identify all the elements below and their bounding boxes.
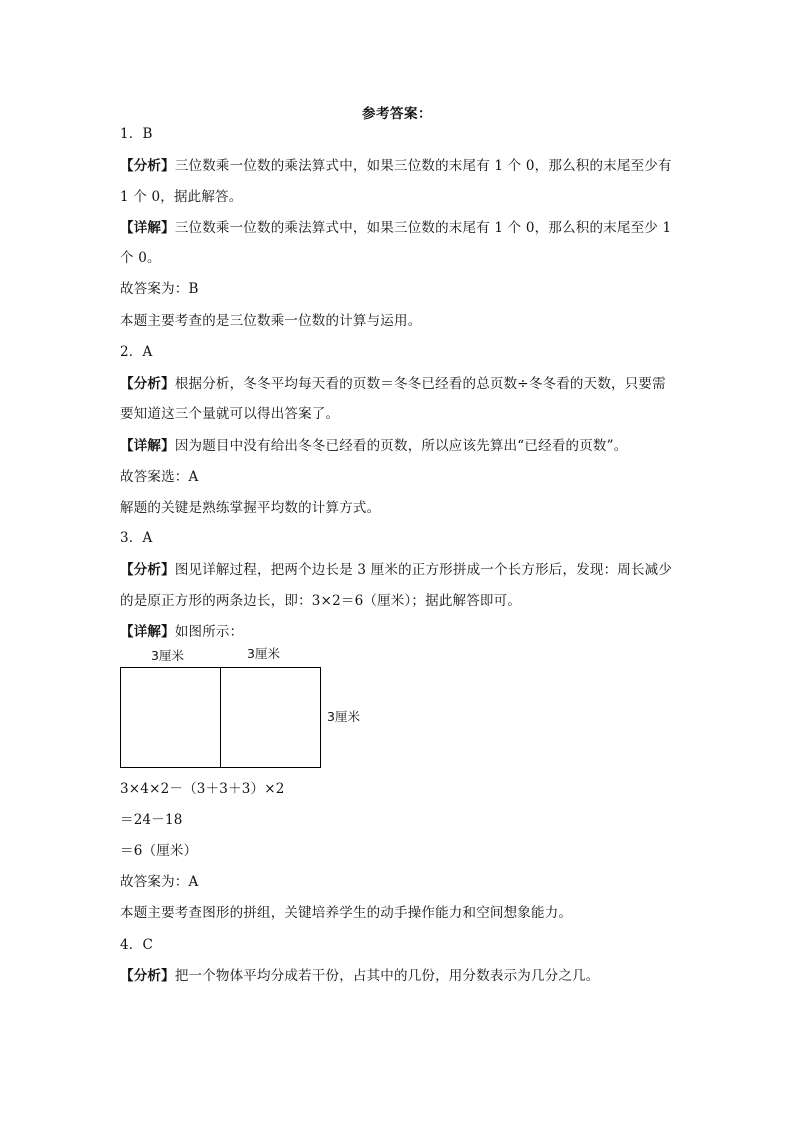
q1-analysis-line-2: 1 个 0，据此解答。 bbox=[120, 189, 243, 205]
detail-tag: 【详解】 bbox=[120, 220, 175, 236]
q1-analysis-line-1 bbox=[120, 158, 672, 174]
left-square bbox=[120, 667, 221, 768]
q2-number: 2．A bbox=[120, 344, 153, 360]
detail-text: 如图所示： bbox=[174, 624, 244, 640]
q1-summary: 本题主要考查的是三位数乘一位数的计算与运用。 bbox=[120, 313, 422, 329]
q2-answer: 故答案选：A bbox=[120, 469, 199, 485]
q3-number: 3．A bbox=[120, 530, 153, 546]
q4-analysis-line-1 bbox=[120, 968, 600, 984]
detail-text: 因为题目中没有给出冬冬已经看的页数，所以应该先算出“已经看的页数”。 bbox=[174, 438, 628, 454]
analysis-text: 根据分析，冬冬平均每天看的页数＝冬冬已经看的总页数÷冬冬看的天数，只要需 bbox=[174, 376, 666, 392]
q4-number: 4．C bbox=[120, 937, 154, 953]
q3-answer: 故答案为：A bbox=[120, 874, 199, 890]
analysis-tag: 【分析】 bbox=[120, 562, 175, 578]
q1-answer: 故答案为：B bbox=[120, 281, 199, 297]
q2-summary: 解题的关键是熟练掌握平均数的计算方式。 bbox=[120, 500, 381, 516]
q2-detail-line-1 bbox=[120, 438, 627, 454]
figure-label-left-top: 3厘米 bbox=[151, 648, 184, 663]
q1-detail-line-1 bbox=[120, 220, 671, 236]
figure-label-right-top: 3厘米 bbox=[247, 646, 280, 661]
q3-calc-line-3: ＝6（厘米） bbox=[120, 843, 198, 859]
q2-analysis-line-1 bbox=[120, 376, 666, 392]
analysis-text: 三位数乘一位数的乘法算式中，如果三位数的末尾有 1 个 0，那么积的末尾至少有 bbox=[174, 158, 672, 174]
page-title: 参考答案： bbox=[362, 106, 432, 122]
analysis-tag: 【分析】 bbox=[120, 968, 175, 984]
analysis-text: 图见详解过程，把两个边长是 3 厘米的正方形拼成一个长方形后，发现：周长减少 bbox=[174, 562, 673, 578]
q3-analysis-line-2: 的是原正方形的两条边长，即：3×2＝6（厘米）；据此解答即可。 bbox=[120, 593, 522, 609]
q3-detail-line-1 bbox=[120, 624, 243, 640]
figure-label-side: 3厘米 bbox=[327, 709, 360, 724]
q3-calc-line-1: 3×4×2－（3＋3＋3）×2 bbox=[120, 781, 285, 797]
analysis-tag: 【分析】 bbox=[120, 158, 175, 174]
q3-summary: 本题主要考查图形的拼组，关键培养学生的动手操作能力和空间想象能力。 bbox=[120, 905, 573, 921]
q2-analysis-line-2: 要知道这三个量就可以得出答案了。 bbox=[120, 406, 340, 422]
detail-tag: 【详解】 bbox=[120, 624, 175, 640]
q1-number: 1．B bbox=[120, 126, 153, 142]
detail-text: 三位数乘一位数的乘法算式中，如果三位数的末尾有 1 个 0，那么积的末尾至少 1 bbox=[174, 220, 672, 236]
q3-analysis-line-1 bbox=[120, 562, 672, 578]
analysis-tag: 【分析】 bbox=[120, 376, 175, 392]
right-square bbox=[220, 667, 321, 768]
q3-calc-line-2: ＝24－18 bbox=[120, 812, 183, 828]
analysis-text: 把一个物体平均分成若干份，占其中的几份，用分数表示为几分之几。 bbox=[174, 968, 600, 984]
q1-detail-line-2: 个 0。 bbox=[120, 250, 161, 266]
detail-tag: 【详解】 bbox=[120, 438, 175, 454]
